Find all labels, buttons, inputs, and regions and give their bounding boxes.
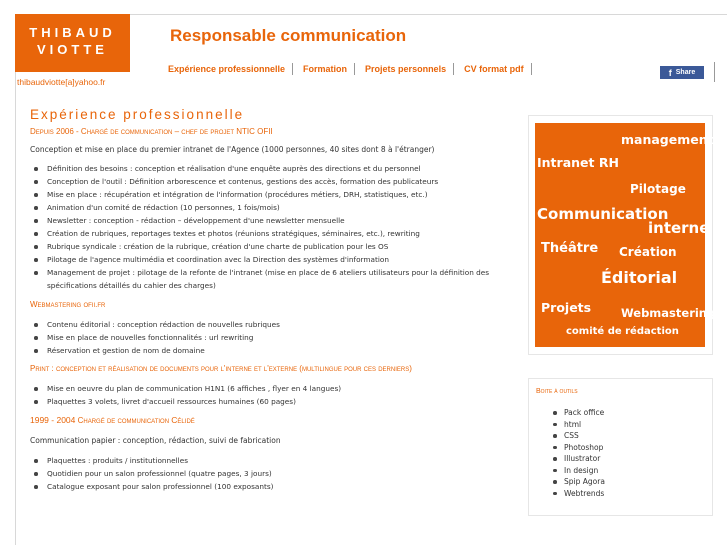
list-item: Mise en place : récupération et intégration de l'information (procédures métiers, DRH, statistiques, etc.)	[30, 188, 510, 201]
nav-formation[interactable]: Formation	[303, 64, 348, 74]
list-item: Photoshop	[548, 442, 605, 454]
list-item: Catalogue exposant pour salon professionnel (100 exposants)	[30, 480, 510, 493]
logo-last-name: VIOTTE	[37, 42, 108, 57]
list-item: Pack office	[548, 407, 605, 419]
tag-pilotage: Pilotage	[630, 182, 686, 196]
logo-first-name: THIBAUD	[29, 25, 116, 40]
tag-comite-redaction: comité de rédaction	[566, 326, 679, 337]
nav-projets[interactable]: Projets personnels	[365, 64, 447, 74]
list-item: Définition des besoins : conception et réalisation d'une enquête auprès des directions et du personnel	[30, 162, 510, 175]
list-item: Rubrique syndicale : création de la rubrique, création d'une charte de publication pour les OS	[30, 240, 510, 253]
nav-divider	[531, 63, 532, 75]
list-item: Management de projet : pilotage de la refonte de l'intranet (mise en place de 6 ateliers utilisateurs pour la définition des spécifications détaillés du cahier des charges)	[30, 266, 510, 292]
nav-divider	[453, 63, 454, 75]
facebook-icon: f	[668, 67, 672, 78]
list-item: Animation d'un comité de rédaction (10 personnes, 1 fois/mois)	[30, 201, 510, 214]
list-item: Plaquettes 3 volets, livret d'accueil ressources humaines (60 pages)	[30, 395, 510, 408]
job-head	[30, 415, 510, 425]
main-nav	[168, 63, 542, 75]
list-item: Mise en place de nouvelles fonctionnalités : url rewriting	[30, 331, 510, 344]
job-years: 1999 - 2004	[30, 415, 76, 425]
nav-divider	[354, 63, 355, 75]
list-item: CSS	[548, 430, 605, 442]
email-link[interactable]: thibaudviotte[a]yahoo.fr	[17, 77, 106, 87]
job-description: Communication papier : conception, rédaction, suivi de fabrication	[30, 436, 281, 445]
list-item: In design	[548, 465, 605, 477]
facebook-share-button[interactable]	[660, 66, 704, 79]
share-label: Share	[675, 69, 696, 76]
tag-theatre: Théâtre	[541, 241, 599, 256]
tag-interne: interne	[648, 219, 710, 237]
header-divider	[714, 62, 715, 82]
job-tasks	[30, 382, 510, 408]
list-item: Newsletter : conception - rédaction – développement d'une newsletter mensuelle	[30, 214, 510, 227]
list-item: Réservation et gestion de nom de domaine	[30, 344, 510, 357]
toolbox-title: Boite à outils	[536, 388, 578, 395]
tag-management: management	[621, 132, 714, 147]
tag-editorial: Éditorial	[601, 268, 678, 287]
tag-creation: Création	[619, 245, 677, 259]
list-item: Quotidien pour un salon professionnel (quatre pages, 3 jours)	[30, 467, 510, 480]
nav-divider	[292, 63, 293, 75]
list-item: Plaquettes : produits / institutionnelles	[30, 454, 510, 467]
job-organization: Célidé	[171, 415, 195, 425]
job-tasks	[30, 318, 510, 357]
list-item: Mise en oeuvre du plan de communication H1N1 (6 affiches , flyer en 4 langues)	[30, 382, 510, 395]
tag-projets: Projets	[541, 300, 592, 315]
tag-communication: Communication	[537, 205, 669, 223]
main-content	[30, 107, 510, 493]
job-description: Conception et mise en place du premier intranet de l'Agence (1000 personnes, 40 sites dont 8 à l'étranger)	[30, 145, 435, 154]
job-role: Chargé de communication	[77, 416, 170, 425]
section-title: Expérience professionnelle	[30, 107, 245, 122]
job-tasks	[30, 162, 510, 292]
job-head: Webmastering ofii.fr	[30, 300, 106, 309]
logo[interactable]	[15, 14, 130, 72]
list-item: Création de rubriques, reportages textes et photos (réunions stratégiques, séminaires, etc.), rewriting	[30, 227, 510, 240]
job-head: Print : conception et réalisation de documents pour l'interne et l'externe (multilingue pour ces derniers)	[30, 364, 412, 373]
list-item: html	[548, 419, 605, 431]
tag-cloud	[535, 123, 716, 347]
nav-experience[interactable]: Expérience professionnelle	[168, 64, 286, 74]
nav-cv-pdf[interactable]: CV format pdf	[464, 64, 524, 74]
list-item: Contenu éditorial : conception rédaction de nouvelles rubriques	[30, 318, 510, 331]
list-item: Pilotage de l'agence multimédia et coordination avec la Direction des systèmes d'information	[30, 253, 510, 266]
page-title: Responsable communication	[170, 26, 407, 45]
list-item: Illustrator	[548, 453, 605, 465]
list-item: Webtrends	[548, 488, 605, 500]
job-head: Depuis 2006 - Chargé de communication – chef de projet NTIC OFII	[30, 127, 273, 136]
list-item: Conception de l'outil : Définition arborescence et contenus, gestions des accès, formation des publicateurs	[30, 175, 510, 188]
tag-intranet-rh: Intranet RH	[537, 155, 619, 170]
toolbox-list	[548, 407, 605, 499]
list-item: Spip Agora	[548, 476, 605, 488]
tag-webmastering: Webmastering	[621, 306, 716, 320]
job-tasks	[30, 454, 510, 493]
